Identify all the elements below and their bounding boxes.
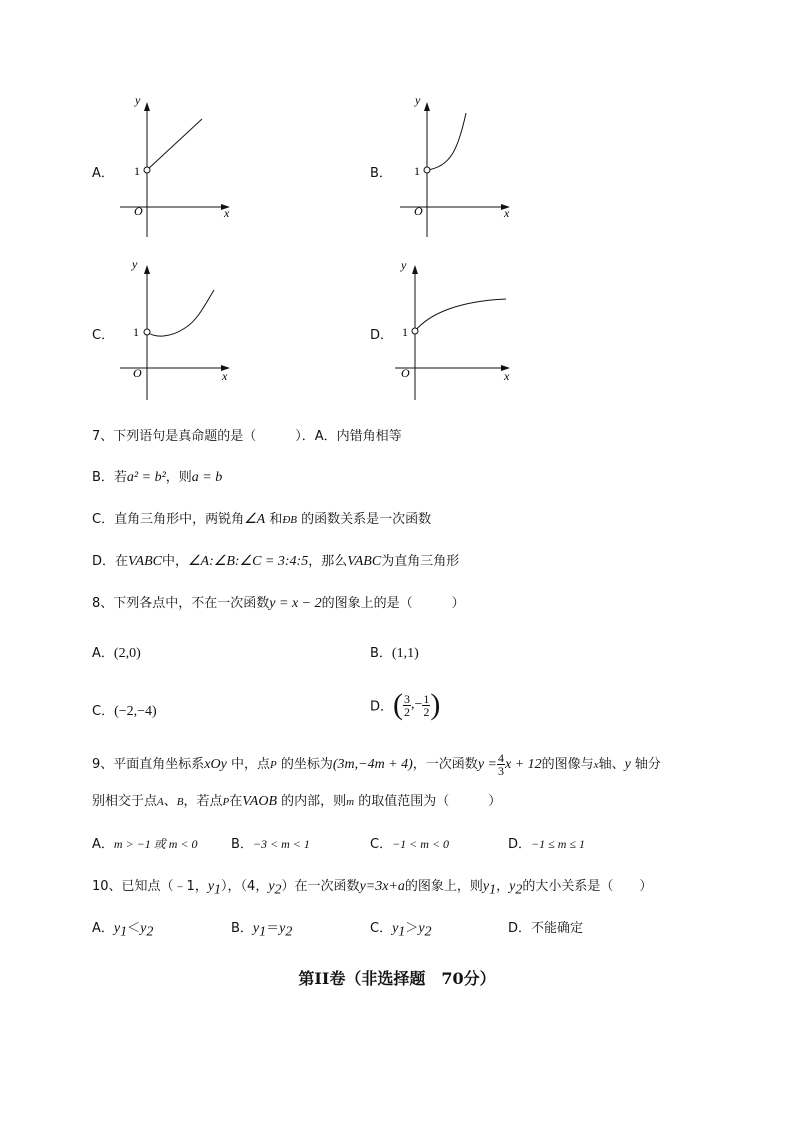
q10-option-a: A．$y_1<y_2$	[92, 921, 154, 940]
q10-option-c: C．$y_1>y_2$	[370, 921, 432, 940]
fraction: $\frac{1}{2}$	[423, 691, 430, 719]
graph-c-curve	[147, 290, 214, 336]
q8-stem: 8、下列各点中，不在一次函数y = x − 2的图象上的是（ ）	[92, 596, 465, 611]
open-point	[144, 167, 150, 173]
y-axis-label: y	[135, 93, 141, 107]
intercept-label: 1	[414, 164, 420, 178]
intercept-label: 1	[133, 325, 139, 339]
graph-c	[110, 258, 240, 403]
q8-option-d: D．( $\frac{3}{2}$ ,− $\frac{1}{2}$ )	[370, 688, 441, 721]
graph-d	[390, 258, 520, 403]
origin-label: O	[414, 204, 423, 218]
q10-stem: 10、已知点（﹣1，$y_1$），（4，$y_2$）在一次函数y=3x+a的图象上，则$y_1$，$y_2$的大小关系是（ ）	[92, 879, 653, 898]
q8-option-c: C．(−2,−4)	[92, 704, 157, 719]
q9-stem-line1: 9、平面直角坐标系xOy 中，点P 的坐标为(3m,−4m + 4)，一次函数y = $\frac{4}{3}$ x + 12的图像与x轴、y 轴分	[92, 751, 661, 778]
y-axis-label: y	[132, 257, 138, 271]
intercept-label: 1	[134, 164, 140, 178]
q9-option-a: A．m > −1 或 m < 0	[92, 837, 198, 852]
q7-option-d: D．在VABC中，∠A:∠B:∠C = 3:4:5，那么VABC为直角三角形	[92, 554, 460, 569]
graph-c-label: C．	[92, 328, 115, 343]
origin-label: O	[134, 204, 143, 218]
graph-d-curve	[415, 299, 506, 331]
q10-option-b: B．$y_1=y_2$	[231, 921, 293, 940]
open-point	[424, 167, 430, 173]
q7-option-b: B．若a² = b²，则a = b	[92, 470, 223, 485]
graph-b-curve	[427, 113, 466, 170]
x-axis-label: x	[504, 206, 510, 220]
intercept-label: 1	[402, 325, 408, 339]
graph-b	[390, 95, 520, 240]
q9-option-d: D．−1 ≤ m ≤ 1	[508, 837, 585, 852]
section-title: 第II卷（非选择题 70分）	[298, 969, 496, 988]
x-axis-label: x	[224, 206, 230, 220]
fraction: $\frac{3}{2}$	[404, 691, 411, 719]
open-point	[412, 328, 418, 334]
x-axis-label: x	[504, 369, 510, 383]
q9-option-c: C．−1 < m < 0	[370, 837, 450, 852]
q7-stem: 7、下列语句是真命题的是（ ）．A．内错角相等	[92, 429, 402, 444]
graph-a-label: A．	[92, 166, 114, 181]
q8-option-b: B．(1,1)	[370, 646, 419, 661]
q9-option-b: B．−3 < m < 1	[231, 837, 310, 852]
q8-option-a: A．(2,0)	[92, 646, 141, 661]
q7-option-c: C．直角三角形中，两锐角∠A 和ÐB 的函数关系是一次函数	[92, 512, 432, 527]
graph-a	[110, 95, 240, 240]
fraction: $\frac{4}{3}$	[497, 751, 504, 778]
graph-d-label: D．	[370, 328, 394, 343]
y-axis-label: y	[415, 93, 421, 107]
open-point	[144, 329, 150, 335]
q9-stem-line2: 别相交于点A、B，若点P在VAOB 的内部，则m 的取值范围为（ ）	[92, 794, 502, 809]
y-axis-label: y	[401, 258, 407, 272]
q10-option-d: D．不能确定	[508, 921, 584, 936]
origin-label: O	[401, 366, 410, 380]
graph-b-label: B．	[370, 166, 392, 181]
origin-label: O	[133, 366, 142, 380]
graph-a-curve	[147, 119, 202, 170]
x-axis-label: x	[222, 369, 228, 383]
